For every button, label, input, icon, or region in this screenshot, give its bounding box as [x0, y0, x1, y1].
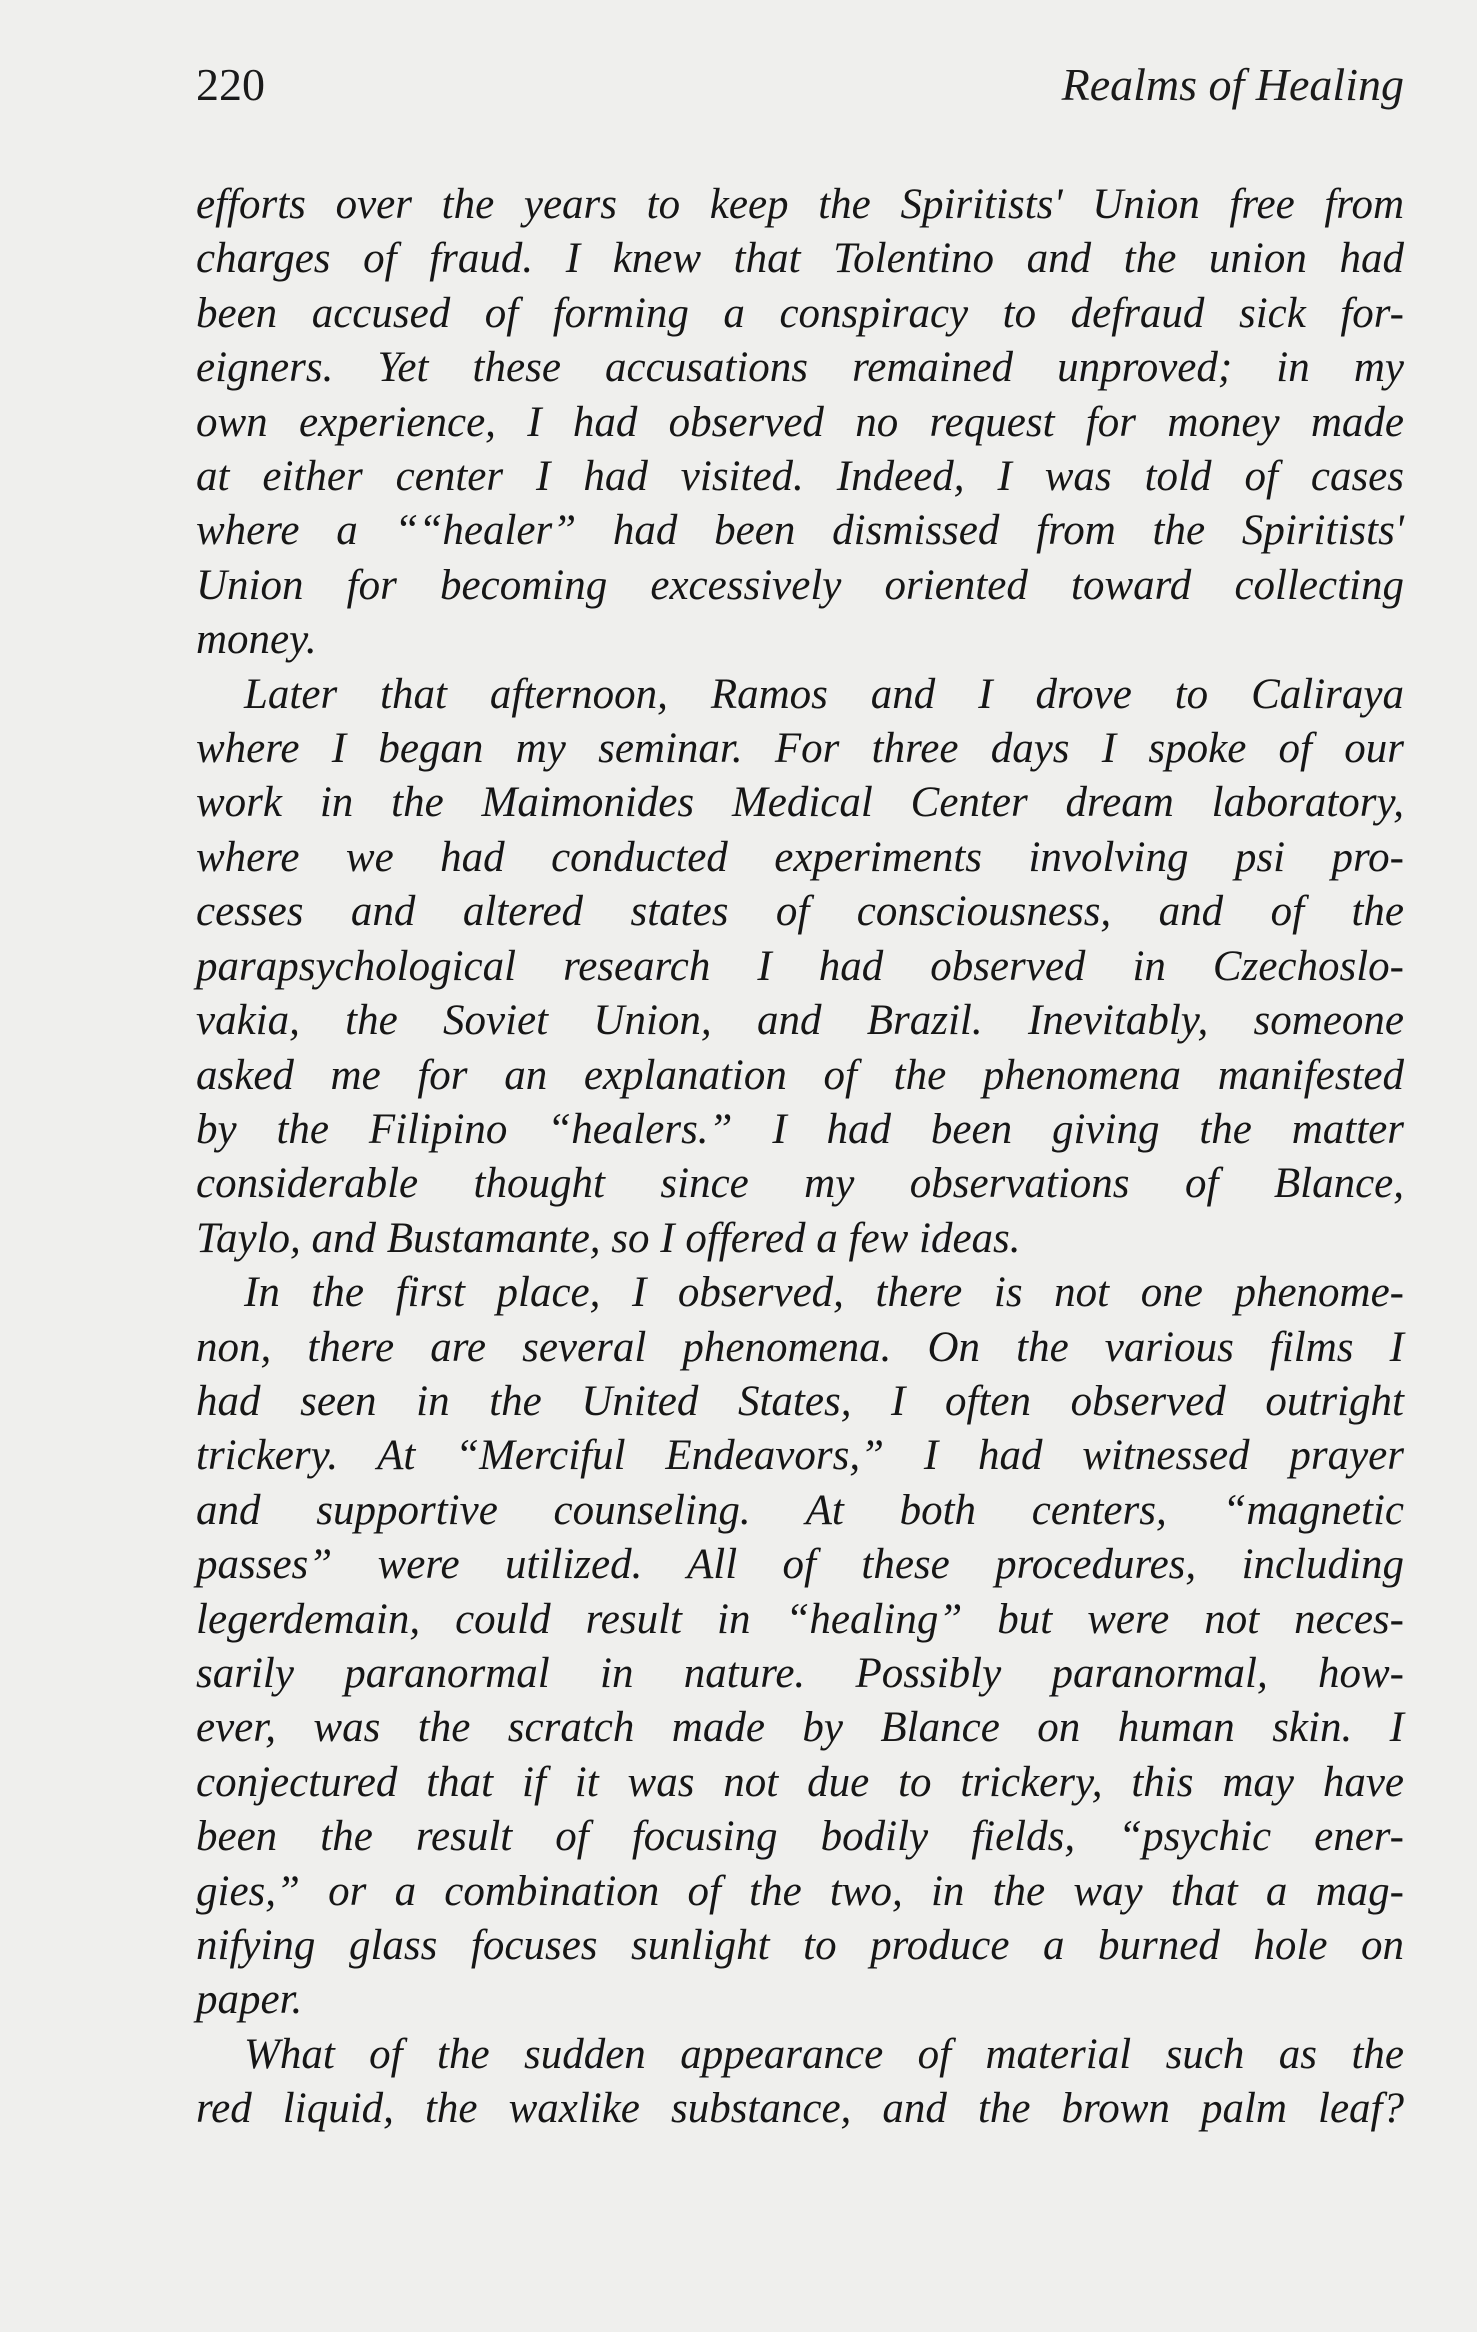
paragraph-2: [196, 668, 1404, 1266]
text-line: parapsychological research I had observed in Czechoslo-: [196, 942, 1404, 990]
text-line: been the result of focusing bodily fields, “psychic ener-: [196, 1813, 1404, 1861]
text-line: passes” were utilized. All of these procedures, including: [196, 1541, 1404, 1589]
text-line: work in the Maimonides Medical Center dream laboratory,: [196, 779, 1404, 827]
text-line: cesses and altered states of consciousness, and of the: [196, 888, 1404, 936]
text-line: at either center I had visited. Indeed, I was told of cases: [196, 453, 1404, 501]
text-line: had seen in the United States, I often observed outright: [196, 1377, 1404, 1425]
paragraph-3: [196, 1266, 1404, 2028]
text-line: nifying glass focuses sunlight to produce a burned hole on: [196, 1922, 1404, 1969]
text-line: and supportive counseling. At both centers, “magnetic: [196, 1486, 1404, 1534]
text-line: charges of fraud. I knew that Tolentino and the union had: [196, 235, 1404, 283]
paragraph-4: [196, 2028, 1404, 2137]
paragraph-1: [196, 178, 1404, 668]
text-line: What of the sudden appearance of material such as the: [244, 2030, 1404, 2078]
text-line: been accused of forming a conspiracy to defraud sick for-: [196, 289, 1404, 337]
text-line: efforts over the years to keep the Spiritists' Union free from: [196, 181, 1404, 228]
text-line: Taylo, and Bustamante, so I offered a few ideas.: [196, 1214, 1021, 1262]
text-line: red liquid, the waxlike substance, and the brown palm leaf?: [196, 2085, 1404, 2133]
text-line: eigners. Yet these accusations remained unproved; in my: [196, 344, 1404, 392]
text-line: money.: [196, 616, 317, 664]
text-line: non, there are several phenomena. On the various films I: [196, 1323, 1404, 1371]
text-line: considerable thought since my observations of Blance,: [196, 1160, 1404, 1208]
text-line: asked me for an explanation of the phenomena manifested: [196, 1051, 1404, 1099]
text-line: gies,” or a combination of the two, in the way that a mag-: [196, 1867, 1404, 1915]
text-line: where we had conducted experiments involving psi pro-: [196, 833, 1404, 881]
text-line: legerdemain, could result in “healing” but were not neces-: [196, 1595, 1404, 1643]
book-title: Realms of Healing: [1061, 59, 1404, 110]
text-line: Union for becoming excessively oriented toward collecting: [196, 561, 1404, 609]
text-line: paper.: [196, 1976, 303, 2024]
text-line: own experience, I had observed no request for money made: [196, 398, 1404, 446]
text-line: trickery. At “Merciful Endeavors,” I had witnessed prayer: [196, 1432, 1404, 1480]
text-line: vakia, the Soviet Union, and Brazil. Inevitably, someone: [196, 997, 1404, 1045]
text-line: by the Filipino “healers.” I had been giving the matter: [196, 1105, 1404, 1153]
body-text: [196, 178, 1404, 2137]
running-head: [196, 58, 1404, 118]
text-line: sarily paranormal in nature. Possibly paranormal, how-: [196, 1649, 1404, 1697]
text-line: where a ““healer” had been dismissed from the Spiritists': [196, 507, 1404, 555]
text-line: Later that afternoon, Ramos and I drove to Caliraya: [244, 670, 1404, 718]
text-line: where I began my seminar. For three days I spoke of our: [196, 725, 1404, 773]
text-line: In the first place, I observed, there is not one phenome-: [244, 1269, 1404, 1317]
text-line: ever, was the scratch made by Blance on human skin. I: [196, 1704, 1404, 1752]
text-line: conjectured that if it was not due to trickery, this may have: [196, 1758, 1404, 1806]
page-number: 220: [196, 59, 265, 110]
